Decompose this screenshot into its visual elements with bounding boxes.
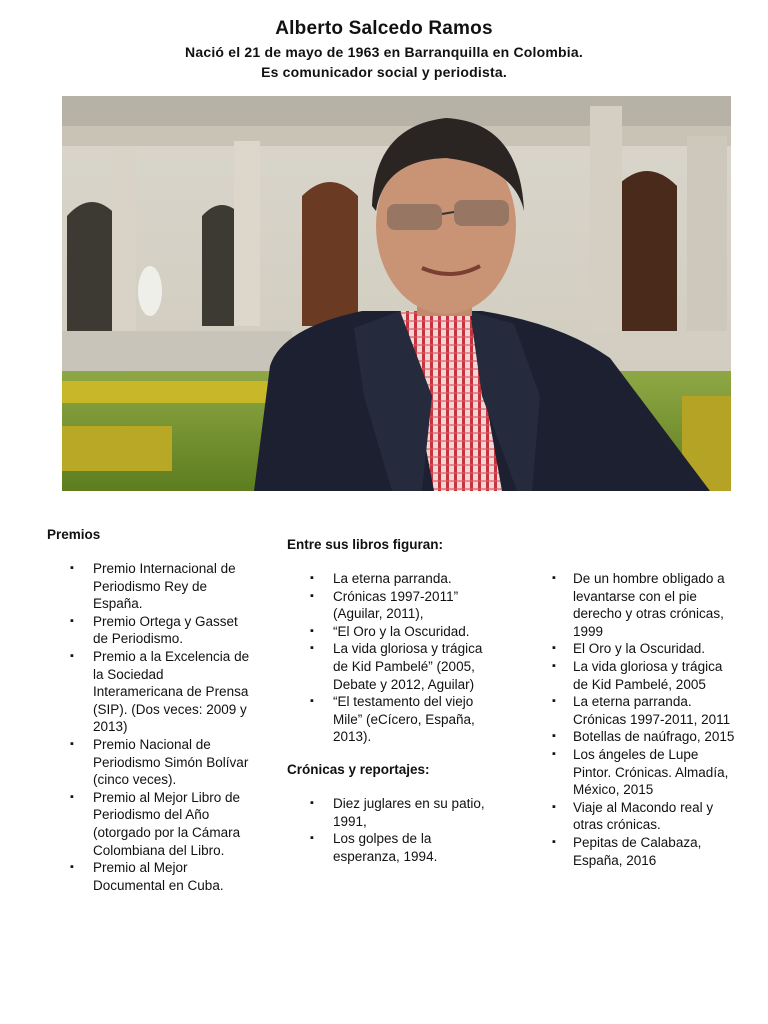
list-item: ▪ Premio al Mejor Libro de Periodismo del Año (otorgado por la Cámara Colombiana del Libro. — [47, 789, 252, 859]
list-item: ▪ Diez juglares en su patio, 1991, — [287, 795, 492, 830]
birth-info: Nació el 21 de mayo de 1963 en Barranquilla en Colombia. — [185, 44, 583, 60]
list-item: ▪ “El testamento del viejo Mile” (eCícero, España, 2013). — [287, 693, 492, 746]
list-item: ▪ De un hombre obligado a levantarse con el pie derecho y otras crónicas, 1999 — [546, 570, 736, 640]
document-header — [0, 16, 768, 82]
list-item: ▪ La eterna parranda. — [287, 570, 492, 588]
list-item: ▪ Viaje al Macondo real y otras crónicas. — [546, 799, 736, 834]
list-item: ▪ “El Oro y la Oscuridad. — [287, 623, 492, 641]
profession-info: Es comunicador social y periodista. — [261, 64, 507, 80]
list-item: ▪ Pepitas de Calabaza, España, 2016 — [546, 834, 736, 869]
books-column — [287, 536, 492, 865]
list-item: ▪ Premio Nacional de Periodismo Simón Bolívar (cinco veces). — [47, 736, 252, 789]
list-item: ▪ Los golpes de la esperanza, 1994. — [287, 830, 492, 865]
list-item: ▪ Crónicas 1997-2011” (Aguilar, 2011), — [287, 588, 492, 623]
page-title: Alberto Salcedo Ramos — [275, 18, 493, 39]
list-item: ▪ Premio Internacional de Periodismo Rey de España. — [47, 560, 252, 613]
books-heading: Entre sus libros figuran: — [287, 537, 444, 552]
list-item: ▪ Premio al Mejor Documental en Cuba. — [47, 859, 252, 894]
awards-heading: Premios — [47, 527, 101, 542]
awards-list — [47, 560, 252, 894]
portrait-photo — [62, 96, 731, 491]
more-books-list — [546, 570, 736, 869]
awards-column — [47, 526, 252, 894]
chronicles-list — [287, 795, 492, 865]
list-item: ▪ La eterna parranda. Crónicas 1997-2011, 2011 — [546, 693, 736, 728]
list-item: ▪ Los ángeles de Lupe Pintor. Crónicas. Almadía, México, 2015 — [546, 746, 736, 799]
list-item: ▪ El Oro y la Oscuridad. — [546, 640, 736, 658]
books-list — [287, 570, 492, 746]
list-item: ▪ Premio Ortega y Gasset de Periodismo. — [47, 613, 252, 648]
list-item: ▪ La vida gloriosa y trágica de Kid Pambelé” (2005, Debate y 2012, Aguilar) — [287, 640, 492, 693]
list-item: ▪ Botellas de naúfrago, 2015 — [546, 728, 736, 746]
chronicles-heading: Crónicas y reportajes: — [287, 761, 430, 777]
more-books-column — [546, 570, 736, 869]
list-item: ▪ Premio a la Excelencia de la Sociedad Interamericana de Prensa (SIP). (Dos veces: 2009 y 2013) — [47, 648, 252, 736]
list-item: ▪ La vida gloriosa y trágica de Kid Pambelé, 2005 — [546, 658, 736, 693]
